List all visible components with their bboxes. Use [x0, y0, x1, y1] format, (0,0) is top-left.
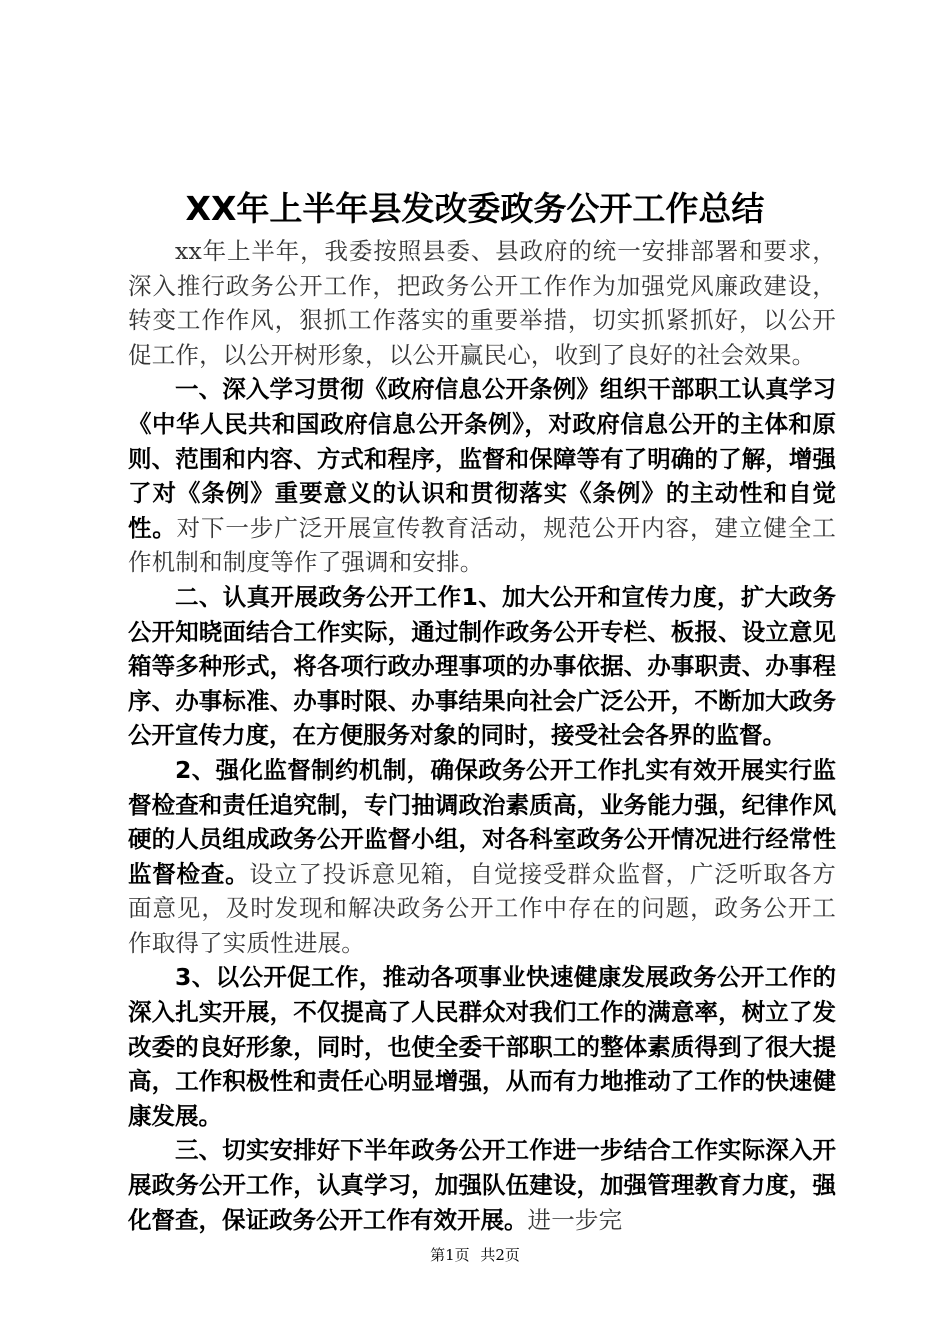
paragraph-section-2-item-2-lead: 2、强化监督制约机制，确保政务公开工作扎实有效开展实行监督检查和责任追究制，专门抽调政治素质高，业务能力强，纪律作风硬的人员组成政务公开监督小组，对各科室政务公开情况进行经常性监督检查。 — [128, 755, 836, 888]
paragraph-intro-text: xx年上半年，我委按照县委、县政府的统一安排部署和要求，深入推行政务公开工作，把政务公开工作作为加强党风廉政建设，转变工作作风，狠抓工作落实的重要举措，切实抓紧抓好，以公开促工作，以公开树形象，以公开赢民心，收到了良好的社会效果。 — [128, 237, 836, 369]
paragraph-section-3-text: 进一步完 — [527, 1205, 623, 1234]
paragraph-section-2-item-2-text: 设立了投诉意见箱，自觉接受群众监督，广泛听取各方面意见，及时发现和解决政务公开工作中存在的问题，政务公开工作取得了实质性进展。 — [128, 859, 836, 957]
page-number: 第1页 — [430, 1246, 470, 1264]
paragraph-section-2-item-3 — [128, 960, 836, 1133]
document-body — [128, 234, 836, 1237]
paragraph-section-2-item-2 — [128, 753, 836, 961]
paragraph-section-3-lead: 三、切实安排好下半年政务公开工作进一步结合工作实际深入开展政务公开工作，认真学习，加强队伍建设，加强管理教育力度，强化督查，保证政务公开工作有效开展。 — [128, 1136, 836, 1234]
document-title: XX年上半年县发改委政务公开工作总结 — [185, 189, 765, 228]
paragraph-section-2 — [128, 580, 836, 753]
paragraph-section-1-lead: 一、深入学习贯彻《政府信息公开条例》组织干部职工认真学习《中华人民共和国政府信息公开条例》，对政府信息公开的主体和原则、范围和内容、方式和程序，监督和保障等有了明确的了解，增强了对《条例》重要意义的认识和贯彻落实《条例》的主动性和自觉性。 — [128, 375, 836, 542]
paragraph-section-3 — [128, 1133, 836, 1237]
page-total: 共2页 — [480, 1246, 520, 1264]
paragraph-section-2-item-3-lead: 3、以公开促工作，推动各项事业快速健康发展政务公开工作的深入扎实开展，不仅提高了人民群众对我们工作的满意率，树立了发改委的良好形象，同时，也使全委干部职工的整体素质得到了很大提高，工作积极性和责任心明显增强，从而有力地推动了工作的快速健康发展。 — [128, 963, 836, 1130]
paragraph-section-1-text: 对下一步广泛开展宣传教育活动，规范公开内容，建立健全工作机制和制度等作了强调和安排。 — [128, 513, 837, 577]
page-footer — [0, 1244, 950, 1266]
paragraph-section-1 — [128, 372, 836, 580]
paragraph-intro — [128, 234, 836, 372]
paragraph-section-2-lead: 二、认真开展政务公开工作1、加大公开和宣传力度，扩大政务公开知晓面结合工作实际，通过制作政务公开专栏、板报、设立意见箱等多种形式，将各项行政办理事项的办事依据、办事职责、办事程序、办事标准、办事时限、办事结果向社会广泛公开，不断加大政务公开宣传力度，在方便服务对象的同时，接受社会各界的监督。 — [128, 582, 836, 750]
